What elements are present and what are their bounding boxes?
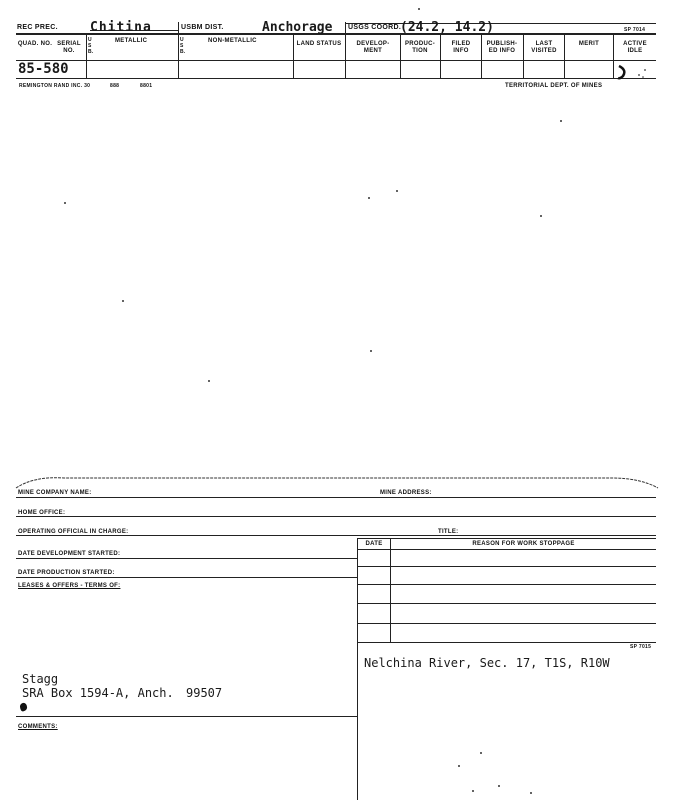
department-label: TERRITORIAL DEPT. OF MINES (505, 83, 603, 89)
col-usb-metallic: U S B. (88, 37, 94, 55)
printer-code-2: 8801 (140, 83, 153, 89)
speck (396, 190, 398, 192)
card-top-edge (14, 474, 660, 490)
column-header-divider (16, 60, 656, 61)
col-sep-prod (400, 33, 401, 78)
operating-official-label: OPERATING OFFICIAL IN CHARGE: (18, 529, 129, 535)
col-development: DEVELOP-MENT (356, 41, 390, 54)
owner-zip: 99507 (186, 686, 223, 700)
col-last-visited: LAST VISITED (531, 41, 557, 54)
leases-offers-label: LEASES & OFFERS - TERMS OF: (18, 583, 121, 589)
col-production: PRODUC-TION (404, 41, 436, 54)
usbm-dist-label: USBM DIST. (181, 24, 224, 31)
vrule-date (390, 538, 391, 642)
rule-row-1 (357, 566, 656, 567)
printer-label: REMINGTON RAND INC. 30 (19, 83, 91, 89)
comments-label: COMMENTS: (18, 724, 58, 730)
col-active-idle: ACTIVE IDLE (623, 41, 647, 54)
speck (208, 380, 210, 382)
speck (560, 120, 562, 122)
owner-name: Stagg (22, 672, 59, 686)
rule-date-top (357, 538, 656, 539)
col-merit: MERIT (578, 41, 600, 47)
col-filed-info: FILED INFO (451, 41, 471, 54)
active-mark-icon (617, 64, 653, 80)
speck (418, 8, 420, 10)
speck (498, 785, 500, 787)
col-quad-no: QUAD. NO. (17, 41, 53, 47)
speck (530, 792, 532, 794)
col-serial-no: SERIAL NO. (57, 41, 81, 54)
form-number-front: SP 7014 (624, 27, 646, 33)
col-sep-filed (440, 33, 441, 78)
printer-code-1: 888 (110, 83, 120, 89)
col-metallic: METALLIC (115, 38, 148, 44)
vsep-2 (345, 22, 346, 78)
col-sep-active (613, 33, 614, 78)
quad-serial-value: 85-580 (18, 61, 69, 77)
speck (122, 300, 124, 302)
ink-blot (19, 702, 28, 712)
col-sep-serial (86, 33, 87, 78)
col-sep-land (293, 33, 294, 78)
form-number-back: SP 7015 (630, 644, 652, 650)
speck (458, 765, 460, 767)
col-land-status: LAND STATUS (296, 41, 342, 47)
row-bottom-line (16, 78, 656, 79)
date-column-label: DATE (365, 541, 383, 547)
date-development-label: DATE DEVELOPMENT STARTED: (18, 551, 121, 557)
owner-address: SRA Box 1594-A, Anch. (22, 686, 174, 700)
speck (64, 202, 66, 204)
rec-prec-value: Chitina (90, 20, 152, 35)
usbm-dist-value: Anchorage (262, 20, 333, 35)
rule-row-3 (357, 603, 656, 604)
mine-company-name-label: MINE COMPANY NAME: (18, 490, 92, 496)
col-usb-nonmetallic: U S B. (180, 37, 186, 55)
location-value: Nelchina River, Sec. 17, T1S, R10W (364, 656, 610, 670)
rule-row-2 (357, 584, 656, 585)
vsep-1 (178, 22, 179, 78)
speck (370, 350, 372, 352)
col-sep-last (523, 33, 524, 78)
col-non-metallic: NON-METALLIC (208, 38, 257, 44)
rule-home-office (16, 516, 656, 517)
rule-company (16, 497, 656, 498)
reason-column-label: REASON FOR WORK STOPPAGE (472, 541, 575, 547)
rule-dev-started (16, 558, 357, 559)
col-sep-pub (481, 33, 482, 78)
col-published-info: PUBLISH-ED INFO (486, 41, 518, 54)
rec-prec-label: REC PREC. (17, 24, 58, 31)
vrule-middle (357, 538, 358, 800)
title-label: TITLE: (438, 529, 459, 535)
speck (480, 752, 482, 754)
speck (368, 197, 370, 199)
rule-row-4 (357, 623, 656, 624)
home-office-label: HOME OFFICE: (18, 510, 66, 516)
rule-date-header (357, 549, 656, 550)
col-sep-merit (564, 33, 565, 78)
rule-prod-started (16, 577, 357, 578)
speck (540, 215, 542, 217)
rule-comments (16, 716, 357, 717)
date-production-label: DATE PRODUCTION STARTED: (18, 570, 115, 576)
rule-row-5 (357, 642, 656, 643)
usgs-coord-label: USGS COORD. (348, 24, 402, 31)
usgs-coord-value: (24.2, 14.2) (400, 20, 494, 35)
speck (472, 790, 474, 792)
mine-address-label: MINE ADDRESS: (380, 490, 432, 496)
